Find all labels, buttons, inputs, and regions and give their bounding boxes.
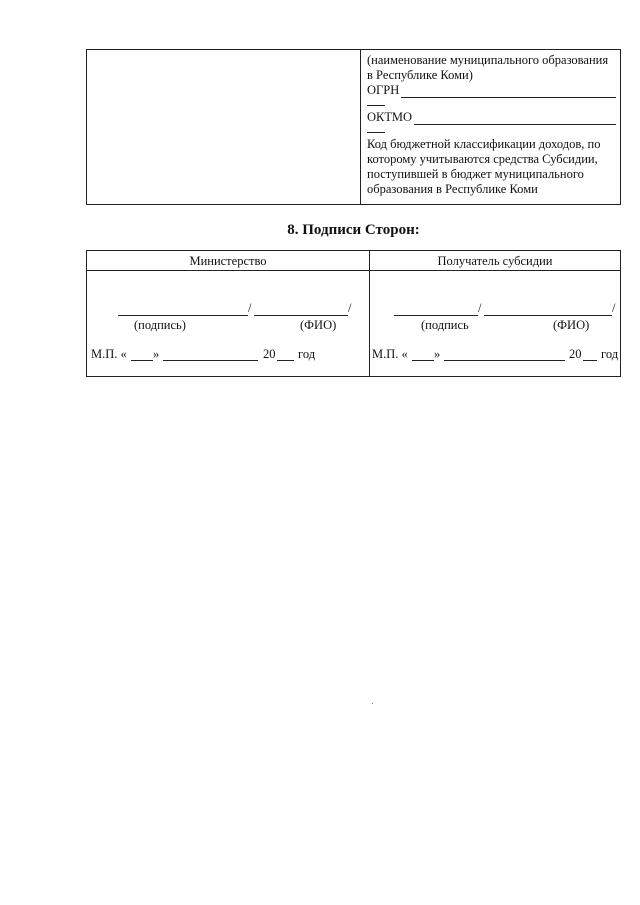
recipient-year-suffix: год — [601, 347, 619, 361]
recipient-header: Получатель субсидии — [437, 254, 553, 268]
recipient-day-field[interactable] — [412, 360, 434, 361]
ministry-fio-line[interactable] — [254, 315, 348, 316]
column-divider — [369, 251, 370, 376]
kbk-text-line: образования в Республике Коми — [367, 182, 538, 196]
ministry-sign-label: (подпись) — [134, 318, 186, 332]
recipient-month-field[interactable] — [444, 360, 565, 361]
recipient-year-prefix: 20 — [569, 347, 582, 361]
signatures-table — [86, 250, 621, 377]
recipient-slash: / — [478, 301, 482, 315]
kbk-text-line: которому учитываются средства Субсидии, — [367, 152, 598, 166]
ministry-slash-end: / — [348, 301, 352, 315]
recipient-slash-end: / — [612, 301, 616, 315]
recipient-mp-prefix: М.П. « — [372, 347, 408, 361]
recipient-mp-close: » — [434, 347, 441, 361]
requisites-cell — [367, 53, 616, 197]
recipient-fio-label: (ФИО) — [553, 318, 590, 332]
ministry-slash: / — [248, 301, 252, 315]
recipient-year-field[interactable] — [583, 360, 597, 361]
ministry-year-suffix: год — [298, 347, 316, 361]
scan-speck — [372, 703, 373, 704]
section-title: 8. Подписи Сторон: — [287, 222, 420, 238]
municipality-name-line2: в Республике Коми) — [367, 68, 473, 82]
ogrn-label: ОГРН — [367, 83, 400, 97]
ogrn-field[interactable] — [401, 86, 616, 98]
ministry-mp-prefix: М.П. « — [91, 347, 127, 361]
ministry-header: Министерство — [189, 254, 267, 268]
kbk-text-line: Код бюджетной классификации доходов, по — [367, 137, 601, 151]
municipality-name-line1: (наименование муниципального образования — [367, 53, 609, 67]
ministry-fio-label: (ФИО) — [300, 318, 337, 332]
requisites-table — [86, 49, 621, 205]
ministry-signature-line[interactable] — [118, 315, 248, 316]
ministry-year-prefix: 20 — [263, 347, 276, 361]
ministry-month-field[interactable] — [163, 360, 258, 361]
recipient-fio-line[interactable] — [484, 315, 612, 316]
ogrn-row — [367, 83, 616, 98]
recipient-signature-line[interactable] — [394, 315, 478, 316]
oktmo-field[interactable] — [414, 113, 616, 125]
ogrn-field-continuation — [367, 99, 385, 106]
recipient-sign-label: (подпись — [421, 318, 469, 332]
oktmo-row — [367, 110, 616, 125]
oktmo-label: ОКТМО — [367, 110, 412, 124]
column-divider — [360, 50, 361, 204]
kbk-text-line: поступившей в бюджет муниципального — [367, 167, 584, 181]
ministry-year-field[interactable] — [277, 360, 294, 361]
ministry-mp-close: » — [153, 347, 160, 361]
ministry-day-field[interactable] — [131, 360, 153, 361]
oktmo-field-continuation — [367, 126, 385, 133]
